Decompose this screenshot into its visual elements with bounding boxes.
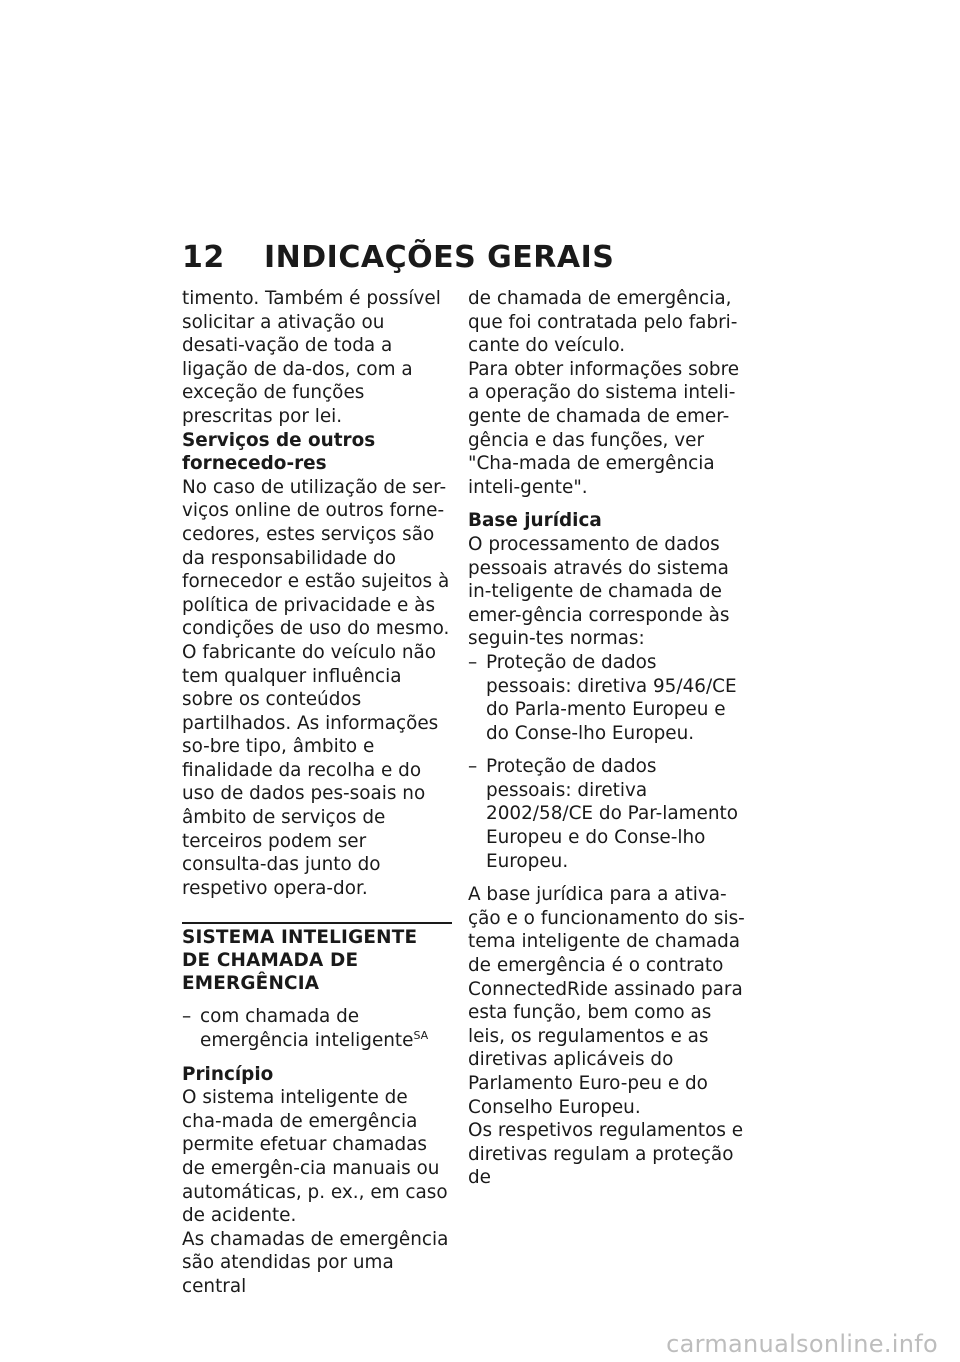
page-header [182,240,782,280]
services-paragraph: No caso de utilização de ser-viços online de outros forne-cedores, estes serviços são da responsabilidade do fornecedor e estão sujeitos à política de privacidade e às condições de uso do mesmo. O fabricante do veículo não tem qualquer influência sobre os conteúdos partilhados. As informações so-bre tipo, âmbito e finalidade da recolha e do uso de dados pes-soais no âmbito de serviços de terceiros podem ser consulta-das junto do respetivo opera-dor. [182,476,450,899]
left-column [182,287,452,1299]
list-item-text: Proteção de dados pessoais: diretiva 95/46/CE do Parla-mento Europeu e do Conse-lho Europeu. [486,651,737,744]
principle-paragraph-2: As chamadas de emergência são atendidas por uma central [182,1228,449,1297]
list-item-text: Proteção de dados pessoais: diretiva 2002/58/CE do Par-lamento Europeu e do Conse-lho Europeu. [486,756,738,872]
section-divider [182,922,452,924]
info-paragraph: Para obter informações sobre a operação do sistema inteli-gente de chamada de emer-gência e das funções, ver "Cha-mada de emergência inteli-gente". [468,358,740,498]
dash-bullet: – [468,756,478,778]
services-heading: Serviços de outros fornecedo-res [182,429,376,475]
list-item [468,651,746,745]
regulation-paragraph: Os respetivos regulamentos e diretivas regulam a proteção de [468,1120,744,1189]
legal-basis-paragraph: A base jurídica para a ativa-ção e o funcionamento do sis-tema inteligente de chamada de emergência é o contrato ConnectedRide assinado para esta função, bem como as leis, os regulamentos e as diretivas aplicáveis do Parlamento Euro-peu e do Conselho Europeu. [468,884,745,1118]
legal-paragraph: O processamento de dados pessoais através do sistema in-teligente de chamada de emer-gência corresponde às seguin-tes normas: [468,533,730,650]
continuation-paragraph: de chamada de emergência, que foi contratada pelo fabri-cante do veículo. [468,288,738,357]
right-column [468,287,746,1190]
intro-paragraph: timento. Também é possível solicitar a ativação ou desati-vação de toda a ligação de da-dos, com a exceção de funções prescritas por lei. [182,288,441,427]
sa-superscript: SA [413,1029,429,1043]
principle-heading: Princípio [182,1063,274,1085]
page-number: 12 [182,240,225,275]
section-heading: SISTEMA INTELIGENTE DE CHAMADA DE EMERGÊNCIA [182,927,418,995]
list-item-text [200,1005,452,1052]
list-item-label: com chamada de emergência inteligente [200,1006,414,1052]
dash-bullet: – [182,1006,192,1028]
list-item [468,755,746,873]
list-item [182,1005,452,1052]
page-title: INDICAÇÕES GERAIS [264,240,615,275]
principle-paragraph-1: O sistema inteligente de cha-mada de emergência permite efetuar chamadas de emergên-cia manuais ou automáticas, p. ex., em caso de acidente. [182,1087,448,1227]
legal-heading: Base jurídica [468,510,602,532]
watermark-link[interactable]: carmanualsonline.info [666,1330,938,1358]
dash-bullet: – [468,651,478,673]
